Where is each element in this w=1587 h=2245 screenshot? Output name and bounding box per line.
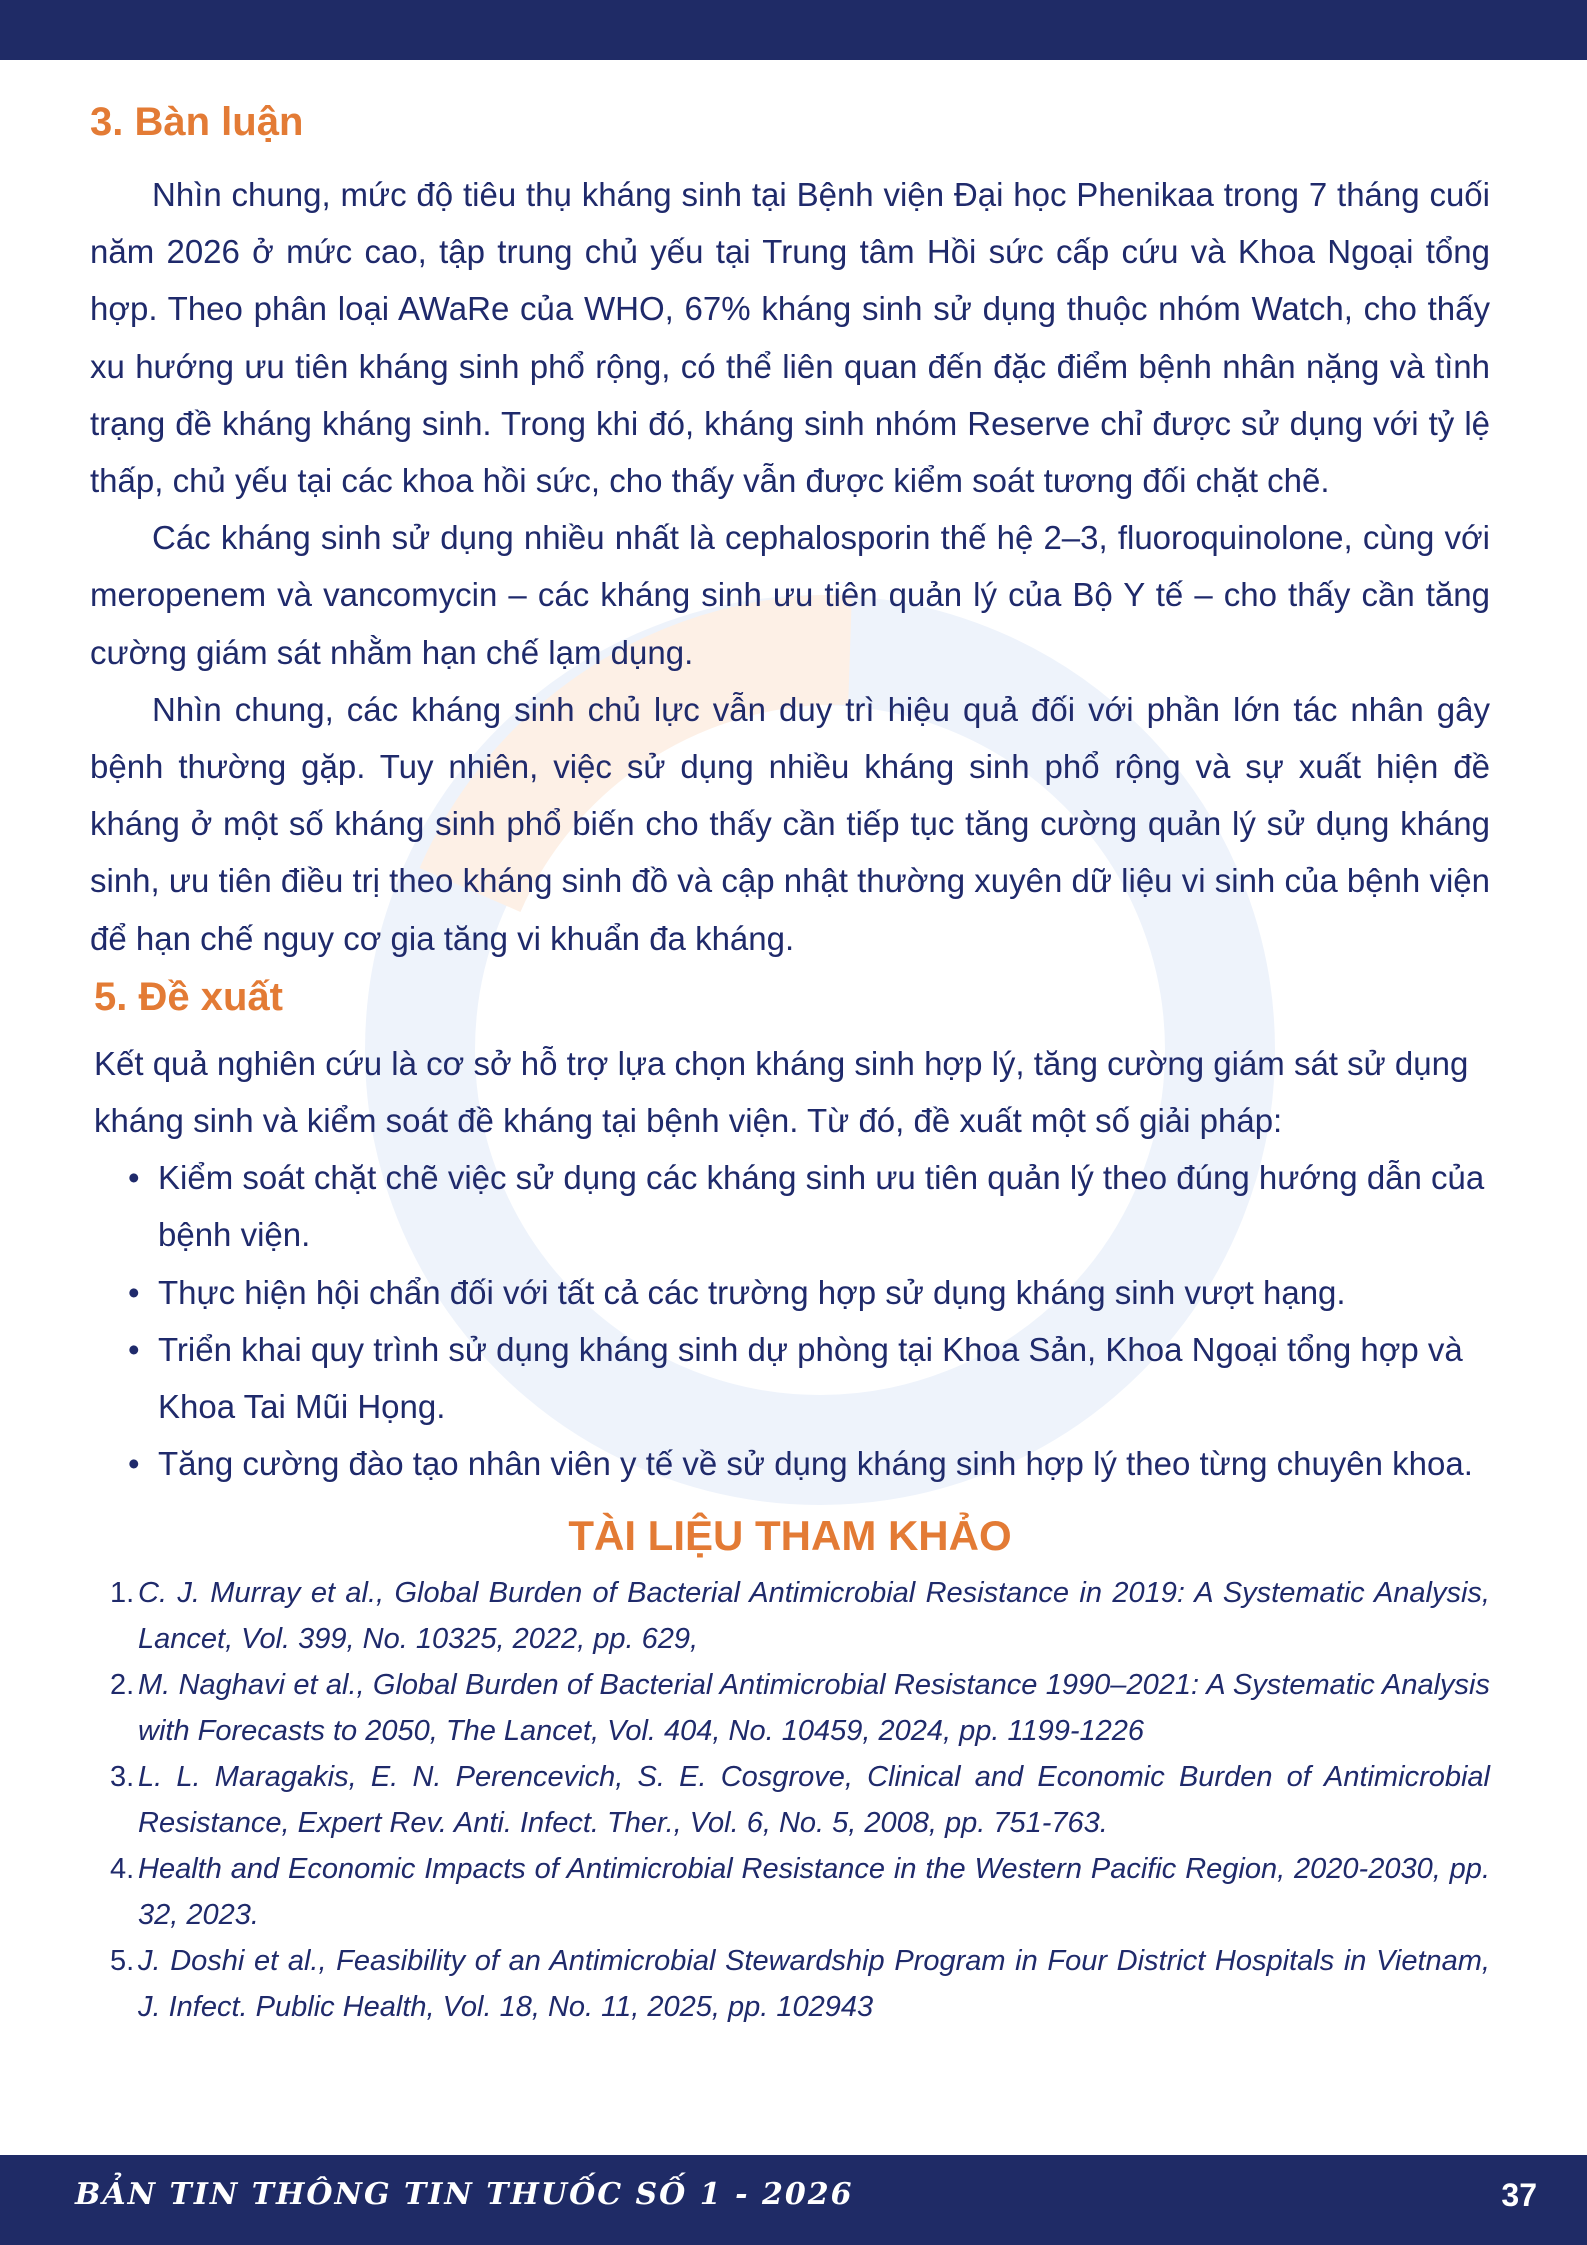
list-item-text: Thực hiện hội chẩn đối với tất cả các trường hợp sử dụng kháng sinh vượt hạng. [158,1273,1346,1311]
reference-number: 4. [110,1853,135,1886]
reference-text: J. Doshi et al., Feasibility of an Antimicrobial Stewardship Program in Four District Hospitals in Vietnam, J. Infect. Public Health, Vol. 18, No. 11, 2025, pp. 102943 [138,1945,1490,2024]
list-item [90,1264,1490,1321]
top-banner [0,0,1587,60]
list-item [90,1149,1490,1263]
reference-number: 2. [110,1669,135,1702]
references-list [90,1570,1490,2030]
discussion-paragraph-1: Nhìn chung, mức độ tiêu thụ kháng sinh tại Bệnh viện Đại học Phenikaa trong 7 tháng cuối năm 2026 ở mức cao, tập trung chủ yếu tại Trung tâm Hồi sức cấp cứu và Khoa Ngoại tổng hợp. Theo phân loại AWaRe của WHO, 67% kháng sinh sử dụng thuộc nhóm Watch, cho thấy xu hướng ưu tiên kháng sinh phổ rộng, có thể liên quan đến đặc điểm bệnh nhân nặng và tình trạng đề kháng kháng sinh. Trong khi đó, kháng sinh nhóm Reserve chỉ được sử dụng với tỷ lệ thấp, chủ yếu tại các khoa hồi sức, cho thấy vẫn được kiểm soát tương đối chặt chẽ. [90,176,1490,500]
reference-number: 1. [110,1577,135,1610]
bullet-icon: • [128,1445,140,1483]
bullet-icon: • [128,1330,140,1368]
reference-text: Health and Economic Impacts of Antimicrobial Resistance in the Western Pacific Region, 2020-2030, pp. 32, 2023. [138,1853,1490,1932]
reference-item [90,1938,1490,2030]
bullet-icon: • [128,1159,140,1197]
reference-text: L. L. Maragakis, E. N. Perencevich, S. E. Cosgrove, Clinical and Economic Burden of Antimicrobial Resistance, Expert Rev. Anti. Infect. Ther., Vol. 6, No. 5, 2008, pp. 751-763. [138,1761,1490,1840]
page-content [90,60,1490,2030]
discussion-heading: 3. Bàn luận [90,100,304,144]
reference-text: C. J. Murray et al., Global Burden of Bacterial Antimicrobial Resistance in 2019: A Systematic Analysis, Lancet, Vol. 399, No. 10325, 2022, pp. 629, [138,1577,1490,1656]
reference-item [90,1754,1490,1846]
reference-number: 5. [110,1945,135,1978]
proposal-intro: Kết quả nghiên cứu là cơ sở hỗ trợ lựa chọn kháng sinh hợp lý, tăng cường giám sát sử dụng kháng sinh và kiểm soát đề kháng tại bệnh viện. Từ đó, đề xuất một số giải pháp: [94,1044,1469,1140]
list-item-text: Tăng cường đào tạo nhân viên y tế về sử dụng kháng sinh hợp lý theo từng chuyên khoa. [158,1445,1473,1483]
bullet-icon: • [128,1273,140,1311]
proposal-bullet-list [90,1149,1490,1492]
list-item [90,1321,1490,1435]
footer-title: BẢN TIN THÔNG TIN THUỐC SỐ 1 - 2026 [75,2177,854,2212]
references-title: TÀI LIỆU THAM KHẢO [568,1512,1012,1560]
reference-item [90,1662,1490,1754]
footer-bar [0,2155,1587,2245]
proposal-heading: 5. Đề xuất [94,974,283,1019]
reference-item [90,1846,1490,1938]
page-number: 37 [1501,2177,1537,2213]
reference-number: 3. [110,1761,135,1794]
list-item-text: Kiểm soát chặt chẽ việc sử dụng các kháng sinh ưu tiên quản lý theo đúng hướng dẫn của bệnh viện. [158,1159,1485,1254]
list-item-text: Triển khai quy trình sử dụng kháng sinh dự phòng tại Khoa Sản, Khoa Ngoại tổng hợp và Khoa Tai Mũi Họng. [158,1330,1463,1426]
discussion-paragraph-3: Nhìn chung, các kháng sinh chủ lực vẫn duy trì hiệu quả đối với phần lớn tác nhân gây bệnh thường gặp. Tuy nhiên, việc sử dụng nhiều kháng sinh phổ rộng và sự xuất hiện đề kháng ở một số kháng sinh phổ biến cho thấy cần tiếp tục tăng cường quản lý sử dụng kháng sinh, ưu tiên điều trị theo kháng sinh đồ và cập nhật thường xuyên dữ liệu vi sinh của bệnh viện để hạn chế nguy cơ gia tăng vi khuẩn đa kháng. [90,690,1490,957]
reference-text: M. Naghavi et al., Global Burden of Bacterial Antimicrobial Resistance 1990–2021: A Systematic Analysis with Forecasts to 2050, The Lancet, Vol. 404, No. 10459, 2024, pp. 1199-1226 [138,1669,1490,1748]
reference-item [90,1570,1490,1662]
discussion-paragraph-2: Các kháng sinh sử dụng nhiều nhất là cephalosporin thế hệ 2–3, fluoroquinolone, cùng với meropenem và vancomycin – các kháng sinh ưu tiên quản lý của Bộ Y tế – cho thấy cần tăng cường giám sát nhằm hạn chế lạm dụng. [90,519,1490,671]
list-item [90,1435,1490,1492]
